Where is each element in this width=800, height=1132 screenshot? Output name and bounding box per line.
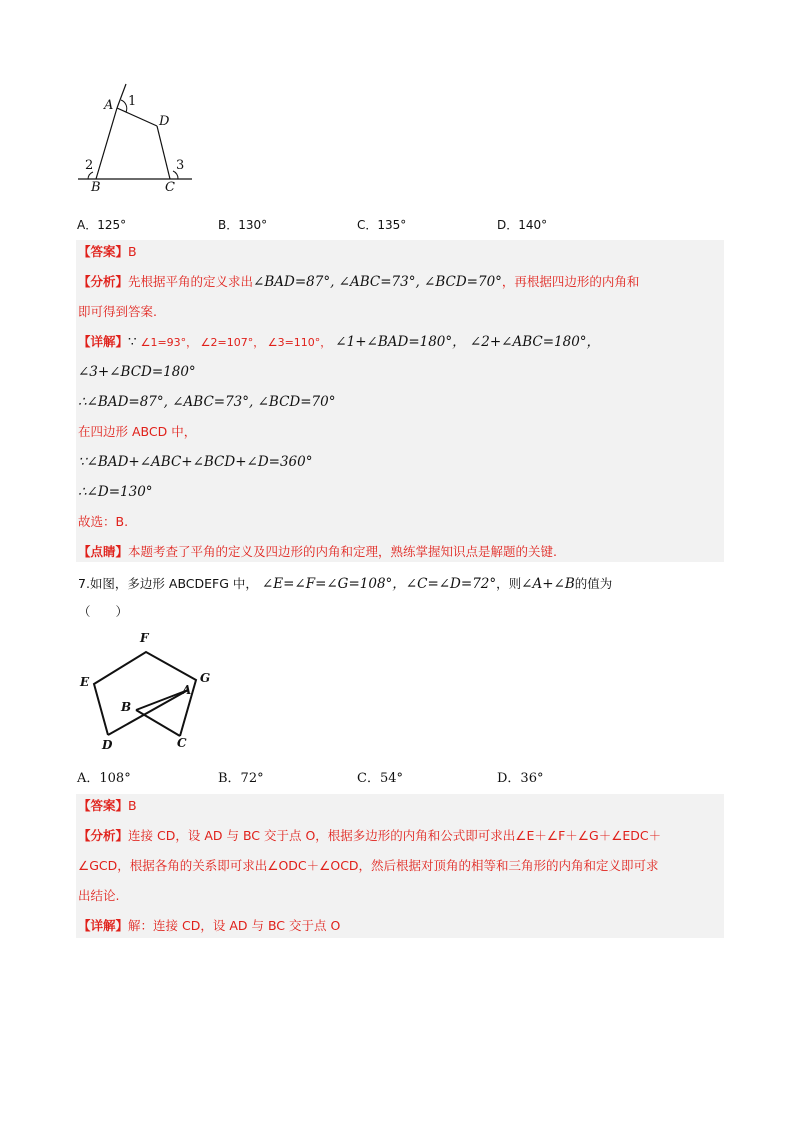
q6-comment-tag: 【点睛】 — [78, 544, 129, 559]
q6-analysis-line-1 — [78, 272, 639, 292]
q6-answer-tag: 【答案】 — [78, 244, 129, 259]
q6-comment-text: 本题考查了平角的定义及四边形的内角和定理，熟练掌握知识点是解题的关键. — [128, 544, 557, 559]
q6-because-symbol: ∵ — [128, 334, 137, 350]
q7-detail-tag: 【详解】 — [78, 918, 129, 933]
q7-stem-math-2: ∠A+∠B — [521, 576, 575, 592]
q7-label-c: C — [177, 736, 187, 750]
q7-option-d: D．36° — [497, 771, 544, 786]
q6-label-3: 3 — [176, 158, 185, 173]
q7-figure — [76, 628, 226, 758]
q7-option-c: C．54° — [357, 771, 403, 786]
q6-option-c: C．135° — [357, 218, 407, 232]
q6-detail-tag: 【详解】 — [78, 334, 129, 349]
q7-stem-math: ∠E=∠F=∠G=108°，∠C=∠D=72° — [261, 576, 497, 592]
q6-label-1: 1 — [128, 94, 137, 109]
q6-option-b: B．130° — [218, 218, 268, 232]
q7-stem-paren: （ ） — [78, 604, 129, 619]
q7-analysis-tag: 【分析】 — [78, 828, 129, 843]
q6-detail-given: ∠1=93°， ∠2=107°， ∠3=110°， — [140, 336, 332, 349]
q7-option-b: B．72° — [218, 771, 264, 786]
q7-label-b: B — [121, 700, 132, 714]
q6-label-c: C — [165, 180, 175, 195]
q6-option-a: A．125° — [77, 218, 127, 232]
q7-analysis-line-1 — [78, 826, 661, 846]
heptagon-diagram — [76, 628, 226, 758]
q7-answer-value: B — [128, 798, 137, 813]
q6-answer-line — [78, 242, 137, 262]
q7-detail-text-1: 解：连接 CD，设 AD 与 BC 交于点 O — [128, 918, 341, 933]
q7-analysis-line-2: ∠GCD，根据各角的关系即可求出∠ODC＋∠OCD，然后根据对顶角的相等和三角形的内角和定义即可求 — [78, 858, 659, 873]
q7-option-a: A．108° — [77, 771, 131, 786]
q6-analysis-tag: 【分析】 — [78, 274, 129, 289]
q6-detail-line-3: ∴∠BAD=87°, ∠ABC=73°, ∠BCD=70° — [78, 394, 336, 410]
q6-detail-math-1: ∠1+∠BAD=180°， ∠2+∠ABC=180°， — [335, 334, 601, 350]
q7-detail-line-1 — [78, 916, 340, 936]
q7-label-a: A — [182, 683, 192, 697]
q7-label-e: E — [80, 675, 90, 689]
q6-label-b: B — [91, 180, 101, 195]
q7-stem-text-a: 7.如图，多边形 ABCDEFG 中， — [78, 576, 258, 591]
q6-detail-line-2: ∠3+∠BCD=180° — [78, 364, 196, 380]
q6-label-a: A — [104, 98, 114, 113]
q7-analysis-line-3: 出结论. — [78, 888, 120, 903]
q6-analysis-text-b: ，再根据四边形的内角和 — [501, 274, 640, 289]
q7-answer-line — [78, 796, 137, 816]
q7-label-d: D — [102, 738, 113, 752]
q6-figure — [70, 80, 210, 200]
q7-label-g: G — [200, 671, 211, 685]
q7-analysis-text-1: 连接 CD，设 AD 与 BC 交于点 O，根据多边形的内角和公式即可求出∠E＋∠F＋∠G＋∠EDC＋ — [128, 828, 662, 843]
q7-label-f: F — [140, 631, 149, 645]
q6-option-d: D．140° — [497, 218, 548, 232]
q6-detail-line-1 — [78, 332, 600, 353]
q6-analysis-math: ∠BAD=87°, ∠ABC=73°, ∠BCD=70° — [253, 274, 502, 290]
q6-analysis-text-a: 先根据平角的定义求出 — [128, 274, 254, 289]
q6-comment-line — [78, 542, 557, 562]
q6-detail-line-6: ∴∠D=130° — [78, 484, 153, 500]
q6-answer-value: B — [128, 244, 137, 259]
q6-label-2: 2 — [85, 158, 94, 173]
q7-stem-line — [78, 574, 612, 594]
q7-stem-text-b: ，则 — [496, 576, 522, 591]
q7-stem-text-c: 的值为 — [574, 576, 613, 591]
q6-detail-line-5: ∵∠BAD+∠ABC+∠BCD+∠D=360° — [78, 454, 313, 470]
q6-detail-line-4: 在四边形 ABCD 中， — [78, 424, 197, 439]
q6-analysis-line-2: 即可得到答案. — [78, 304, 157, 319]
q6-detail-line-7: 故选：B. — [78, 514, 129, 529]
q6-label-d: D — [159, 114, 170, 129]
q7-answer-tag: 【答案】 — [78, 798, 129, 813]
